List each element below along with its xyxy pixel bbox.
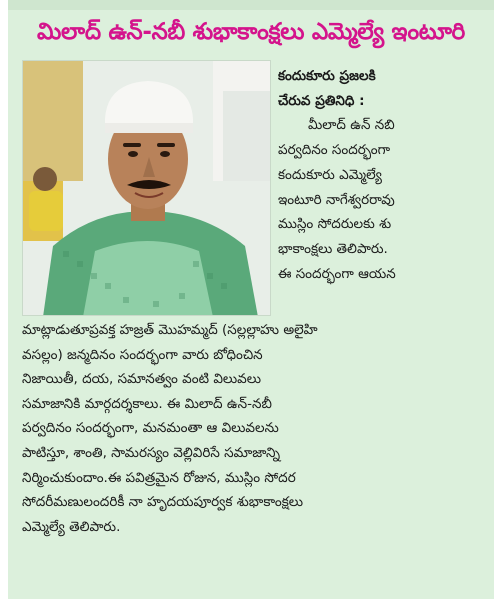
body-line: మాట్లాడుతూప్రవక్త హజ్రత్ మొహమ్మద్ (సల్లల్లాహు అలైహి [22, 322, 318, 338]
intro-line: కందుకూరు ఎమ్మెల్యే [278, 166, 382, 183]
intro-line: మీలాద్ ఉన్ నబి [308, 117, 395, 134]
dateline-line-2: చేరువ ప్రతినిధి : [278, 92, 365, 109]
body-line: సమాజానికి మార్గదర్శకాలు. ఈ మిలాద్ ఉన్-నబీ [22, 395, 272, 412]
headline: మిలాద్ ఉన్-నబీ శుభాకాంక్షలు ఎమ్మెల్యే ఇంటూరి [37, 19, 465, 45]
intro-line: ముస్లిం సోదరులకు శు [278, 216, 392, 233]
article-body [22, 318, 484, 539]
article-intro [278, 64, 486, 286]
body-line: ఎమ్మెల్యే తెలిపారు. [22, 518, 121, 535]
body-line: సోదరీమణులందరికీ నా హృదయపూర్వక శుభాకాంక్షలు [22, 494, 304, 511]
top-strip [8, 0, 494, 10]
intro-line: పర్వదినం సందర్భంగా [278, 142, 391, 159]
intro-line: ఈ సందర్భంగా ఆయన [278, 265, 396, 282]
body-line: పాటిస్తూ, శాంతి, సామరస్యం వెల్లివిరిసే సమాజాన్ని [22, 444, 281, 461]
intro-line: ఇంటూరి నాగేశ్వరరావు [278, 191, 395, 208]
body-line: పర్వదినం సందర్భంగా, మనమంతా ఆ విలువలను [22, 420, 279, 437]
body-line: నిజాయితీ, దయ, సమానత్వం వంటి విలువలు [22, 371, 262, 388]
body-line: నిర్మించుకుందాం.ఈ పవిత్రమైన రోజున, ముస్లిం సోదర [22, 469, 296, 486]
newspaper-clipping [8, 0, 494, 599]
portrait-photo-icon [23, 61, 271, 316]
body-line: వసల్లం) జన్మదినం సందర్భంగా వారు బోధించిన [22, 346, 263, 363]
intro-line: భాకాంక్షలు తెలిపారు. [278, 240, 388, 257]
dateline-line-1: కందుకూరు ప్రజలకి [278, 68, 376, 84]
portrait-photo [22, 60, 271, 316]
